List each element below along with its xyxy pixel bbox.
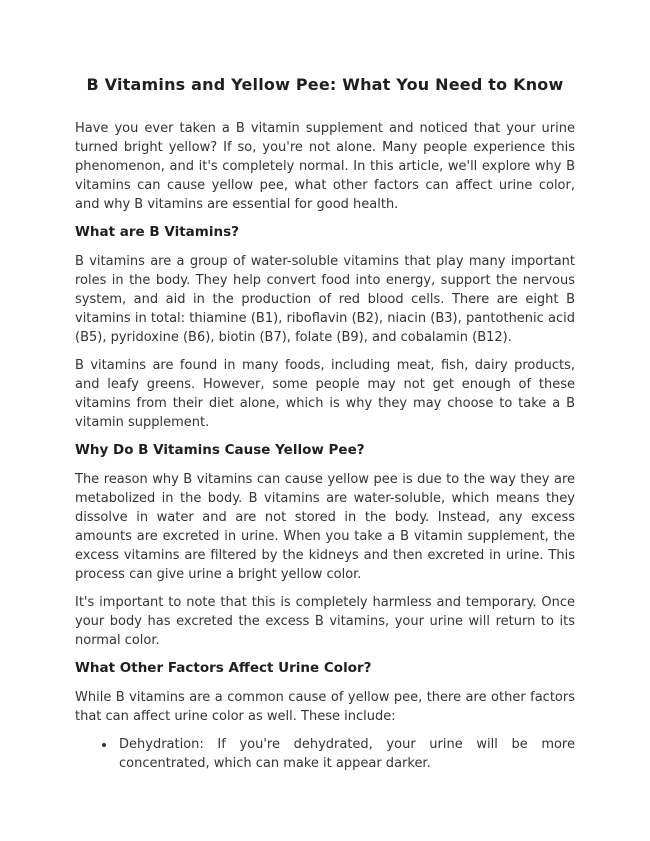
paragraph-other-factors-intro: While B vitamins are a common cause of yellow pee, there are other factors that can affect urine color as well. These include:	[75, 690, 575, 724]
section-heading-other-factors: What Other Factors Affect Urine Color?	[75, 660, 372, 676]
document-title: B Vitamins and Yellow Pee: What You Need to Know	[86, 75, 564, 94]
bullet-list	[75, 735, 575, 773]
paragraph-harmless-temporary: It's important to note that this is completely harmless and temporary. Once your body has excreted the excess B vitamins, your urine will return to its normal color.	[75, 595, 575, 648]
paragraph-metabolism: The reason why B vitamins can cause yellow pee is due to the way they are metabolized in the body. B vitamins are water-soluble, which means they dissolve in water and are not stored in the body. Instead, any excess amounts are excreted in urine. When you take a B vitamin supplement, the excess vitamins are filtered by the kidneys and then excreted in urine. This process can give urine a bright yellow color.	[75, 472, 575, 582]
list-item-dehydration: • Dehydration: If you're dehydrated, your urine will be more concentrated, which can make it appear darker.	[116, 735, 575, 773]
paragraph-b-vitamins-foods: B vitamins are found in many foods, including meat, fish, dairy products, and leafy greens. However, some people may not get enough of these vitamins from their diet alone, which is why they may choose to take a B vitamin supplement.	[75, 358, 575, 430]
paragraph-b-vitamins-overview: B vitamins are a group of water-soluble vitamins that play many important roles in the body. They help convert food into energy, support the nervous system, and aid in the production of red blood cells. There are eight B vitamins in total: thiamine (B1), riboflavin (B2), niacin (B3), pantothenic acid (B5), pyridoxine (B6), biotin (B7), folate (B9), and cobalamin (B12).	[75, 254, 575, 345]
section-heading-what-are-b-vitamins: What are B Vitamins?	[75, 224, 239, 240]
section-heading-why-yellow-pee: Why Do B Vitamins Cause Yellow Pee?	[75, 442, 365, 458]
paragraph-intro: Have you ever taken a B vitamin supplement and noticed that your urine turned bright yellow? If so, you're not alone. Many people experience this phenomenon, and it's completely normal. In this article, we'll explore why B vitamins can cause yellow pee, what other factors can affect urine color, and why B vitamins are essential for good health.	[75, 121, 575, 212]
